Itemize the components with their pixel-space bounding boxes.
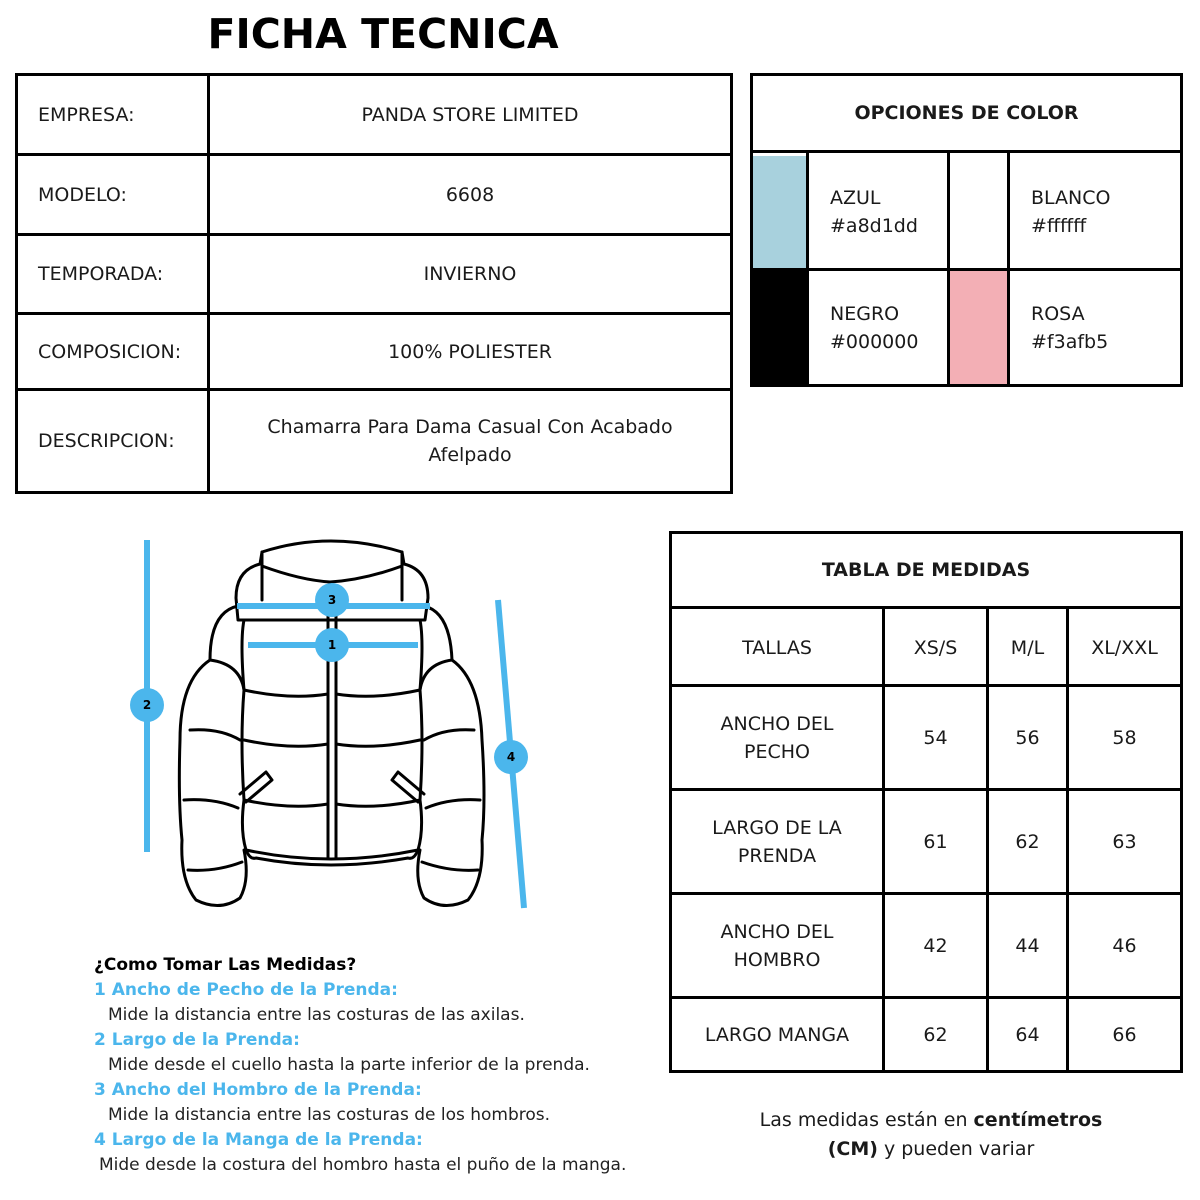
size-header: TALLAS xyxy=(742,637,812,659)
measure-value: 62 xyxy=(1015,830,1040,853)
measure-label: LARGO MANGA xyxy=(704,1023,850,1046)
units-note xyxy=(700,1106,1162,1164)
note-suffix: y pueden variar xyxy=(877,1138,1035,1160)
measure-value: 66 xyxy=(1112,1023,1137,1046)
note-unit: centímetros xyxy=(973,1109,1103,1131)
instruction-title: 1 Ancho de Pecho de la Prenda: xyxy=(94,980,398,1000)
color-negro xyxy=(809,271,947,384)
info-value: PANDA STORE LIMITED xyxy=(361,103,579,126)
measure-value: 61 xyxy=(923,830,948,853)
size-header: XL/XXL xyxy=(1091,637,1158,659)
marker-2: 2 xyxy=(142,698,152,712)
marker-3: 3 xyxy=(327,593,337,607)
page-title: FICHA TECNICA xyxy=(207,10,559,58)
measure-value: 46 xyxy=(1112,934,1137,957)
measure-value: 54 xyxy=(923,726,948,749)
color-hex: #f3afb5 xyxy=(1031,330,1109,353)
color-swatch-azul xyxy=(753,156,806,268)
color-options-title: OPCIONES DE COLOR xyxy=(753,76,1180,153)
info-row-temporada xyxy=(18,236,730,315)
note-prefix: Las medidas están en xyxy=(759,1109,974,1131)
measure-label: LARGO DE LA PRENDA xyxy=(712,816,842,867)
instruction-desc: Mide desde la costura del hombro hasta el puño de la manga. xyxy=(99,1155,627,1175)
marker-1: 1 xyxy=(327,638,337,652)
instruction-title: 3 Ancho del Hombro de la Prenda: xyxy=(94,1080,422,1100)
measure-instructions xyxy=(94,953,654,1178)
instruction-desc: Mide desde el cuello hasta la parte inferior de la prenda. xyxy=(108,1055,590,1075)
measure-value: 56 xyxy=(1015,726,1040,749)
info-row-composicion xyxy=(18,315,730,391)
info-value: INVIERNO xyxy=(423,263,517,285)
info-label: MODELO: xyxy=(18,156,210,233)
info-value: 6608 xyxy=(445,183,495,206)
color-name: NEGRO xyxy=(830,302,900,325)
measure-value: 62 xyxy=(923,1023,948,1046)
color-rosa xyxy=(1010,271,1180,384)
info-value: 100% POLIESTER xyxy=(388,340,552,363)
instruction-desc: Mide la distancia entre las costuras de los hombros. xyxy=(108,1105,551,1125)
marker-4: 4 xyxy=(506,750,516,764)
info-row-descripcion xyxy=(18,391,730,491)
color-name: BLANCO xyxy=(1031,187,1111,209)
info-table xyxy=(15,73,733,494)
measure-value: 64 xyxy=(1015,1023,1040,1046)
measure-label: ANCHO DEL HOMBRO xyxy=(720,920,834,971)
size-header: M/L xyxy=(1010,637,1045,659)
instruction-title: 2 Largo de la Prenda: xyxy=(94,1030,300,1050)
measure-value: 63 xyxy=(1112,830,1137,853)
color-azul xyxy=(809,156,947,268)
info-label: TEMPORADA: xyxy=(18,236,210,312)
color-blanco xyxy=(1010,156,1180,268)
instruction-desc: Mide la distancia entre las costuras de las axilas. xyxy=(108,1005,525,1025)
info-row-empresa xyxy=(18,76,730,156)
color-options-table xyxy=(750,73,1183,387)
color-name: ROSA xyxy=(1031,302,1085,325)
color-swatch-negro xyxy=(753,271,806,384)
size-chart-table xyxy=(669,531,1183,1073)
measure-value: 58 xyxy=(1112,726,1137,749)
info-label: EMPRESA: xyxy=(18,76,210,153)
measure-label: ANCHO DEL PECHO xyxy=(720,712,834,763)
note-unit-abbr: (CM) xyxy=(827,1138,878,1160)
info-row-modelo xyxy=(18,156,730,236)
puffer-jacket-icon xyxy=(120,530,540,920)
color-name: AZUL xyxy=(830,187,881,209)
color-swatch-rosa xyxy=(950,271,1007,384)
measure-value: 42 xyxy=(923,934,948,957)
info-label: DESCRIPCION: xyxy=(18,391,210,491)
info-label: COMPOSICION: xyxy=(18,315,210,388)
instruction-title: 4 Largo de la Manga de la Prenda: xyxy=(94,1130,423,1150)
size-header: XS/S xyxy=(913,637,958,659)
color-swatch-blanco xyxy=(950,156,1007,268)
color-hex: #a8d1dd xyxy=(830,215,918,237)
measure-value: 44 xyxy=(1015,934,1040,957)
color-hex: #000000 xyxy=(830,330,919,353)
instructions-question: ¿Como Tomar Las Medidas? xyxy=(94,955,357,975)
color-hex: #ffffff xyxy=(1031,215,1087,237)
info-value: Chamarra Para Dama Casual Con Acabado Afelpado xyxy=(267,416,673,466)
size-chart-title: TABLA DE MEDIDAS xyxy=(672,534,1180,609)
